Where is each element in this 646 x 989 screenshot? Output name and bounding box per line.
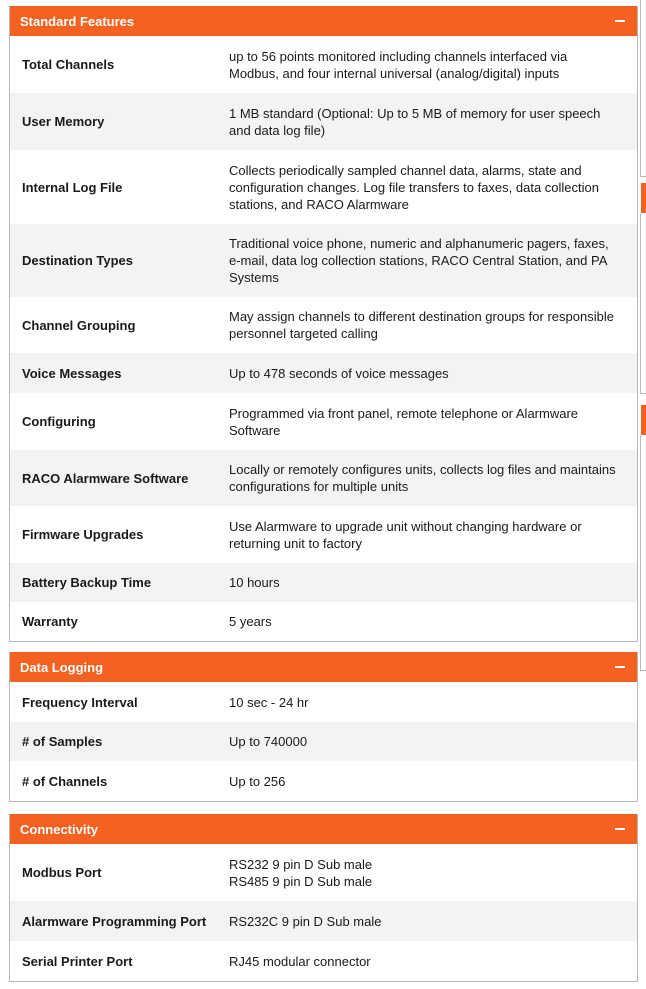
row-value: Use Alarmware to upgrade unit without changing hardware or returning unit to factory (229, 518, 582, 551)
table-row (10, 150, 637, 224)
background-panel-header-edge (641, 405, 646, 435)
table-row (10, 224, 637, 297)
row-label: # of Samples (22, 734, 103, 749)
connectivity-panel (9, 814, 638, 982)
table-row (10, 450, 637, 506)
row-value: up to 56 points monitored including channels interfaced via Modbus, and four internal universal (analog/digital) inputs (229, 48, 568, 81)
background-panel-edge (640, 435, 646, 671)
table-row (10, 761, 637, 801)
standard-features-panel (9, 6, 638, 642)
row-value: RS232C 9 pin D Sub male (229, 913, 382, 929)
row-label: Channel Grouping (22, 317, 136, 333)
row-label: Firmware Upgrades (22, 527, 144, 542)
row-value: Up to 478 seconds of voice messages (229, 365, 449, 381)
row-value: Locally or remotely configures units, collects log files and maintains configurations for multiple units (229, 462, 616, 494)
row-value: 10 sec - 24 hr (229, 694, 309, 710)
table-row (10, 297, 637, 353)
row-label: Frequency Interval (22, 694, 138, 710)
row-value: May assign channels to different destination groups for responsible personnel targeted calling (229, 309, 614, 341)
row-label: Total Channels (22, 57, 115, 72)
spec-table (10, 844, 637, 981)
data-logging-header[interactable] (10, 652, 637, 682)
row-label: User Memory (22, 114, 105, 129)
row-value: 5 years (229, 614, 272, 629)
connectivity-header[interactable] (10, 814, 637, 844)
background-panel-edge (640, 0, 646, 177)
row-label: Configuring (22, 414, 96, 429)
table-row (10, 844, 637, 901)
row-value: Programmed via front panel, remote telephone or Alarmware Software (229, 405, 579, 438)
row-label: Battery Backup Time (22, 575, 152, 590)
section-title: Data Logging (20, 659, 104, 675)
row-label: Internal Log File (22, 179, 123, 195)
row-value: 10 hours (229, 575, 280, 590)
row-label: # of Channels (22, 773, 108, 789)
row-label: Warranty (22, 614, 78, 629)
row-label: Serial Printer Port (22, 953, 133, 969)
row-value: 1 MB standard (Optional: Up to 5 MB of memory for user speech and data log file) (229, 105, 601, 138)
table-row (10, 393, 637, 450)
row-label: Destination Types (22, 253, 134, 268)
background-panel-edge (640, 213, 646, 394)
background-panel-header-edge (641, 183, 646, 213)
row-label: RACO Alarmware Software (22, 470, 189, 486)
table-row (10, 353, 637, 393)
minus-icon[interactable] (615, 20, 625, 22)
standard-features-header[interactable] (10, 6, 637, 36)
row-label: Voice Messages (22, 365, 122, 381)
minus-icon[interactable] (615, 666, 625, 668)
table-row (10, 93, 637, 150)
row-value: Up to 256 (229, 773, 286, 789)
row-value: Collects periodically sampled channel data, alarms, state and configuration changes. Log file transfers to faxes, data collection stations, and RACO Alarmware (229, 162, 599, 212)
table-row (10, 722, 637, 761)
table-row (10, 941, 637, 981)
row-label: Modbus Port (22, 865, 102, 880)
row-value: RS232 9 pin D Sub male RS485 9 pin D Sub male (229, 856, 373, 889)
row-label: Alarmware Programming Port (22, 913, 207, 929)
spec-table (10, 682, 637, 801)
table-row (10, 506, 637, 563)
table-row (10, 563, 637, 602)
section-title: Standard Features (20, 13, 135, 29)
row-value: Up to 740000 (229, 734, 308, 749)
data-logging-panel (9, 652, 638, 802)
section-title: Connectivity (20, 821, 99, 837)
table-row (10, 682, 637, 722)
table-row (10, 36, 637, 93)
minus-icon[interactable] (615, 828, 625, 830)
table-row (10, 602, 637, 641)
table-row (10, 901, 637, 941)
row-value: RJ45 modular connector (229, 953, 371, 969)
row-value: Traditional voice phone, numeric and alphanumeric pagers, faxes, e-mail, data log collection stations, RACO Central Station, and PA Systems (229, 236, 609, 285)
spec-table (10, 36, 637, 641)
